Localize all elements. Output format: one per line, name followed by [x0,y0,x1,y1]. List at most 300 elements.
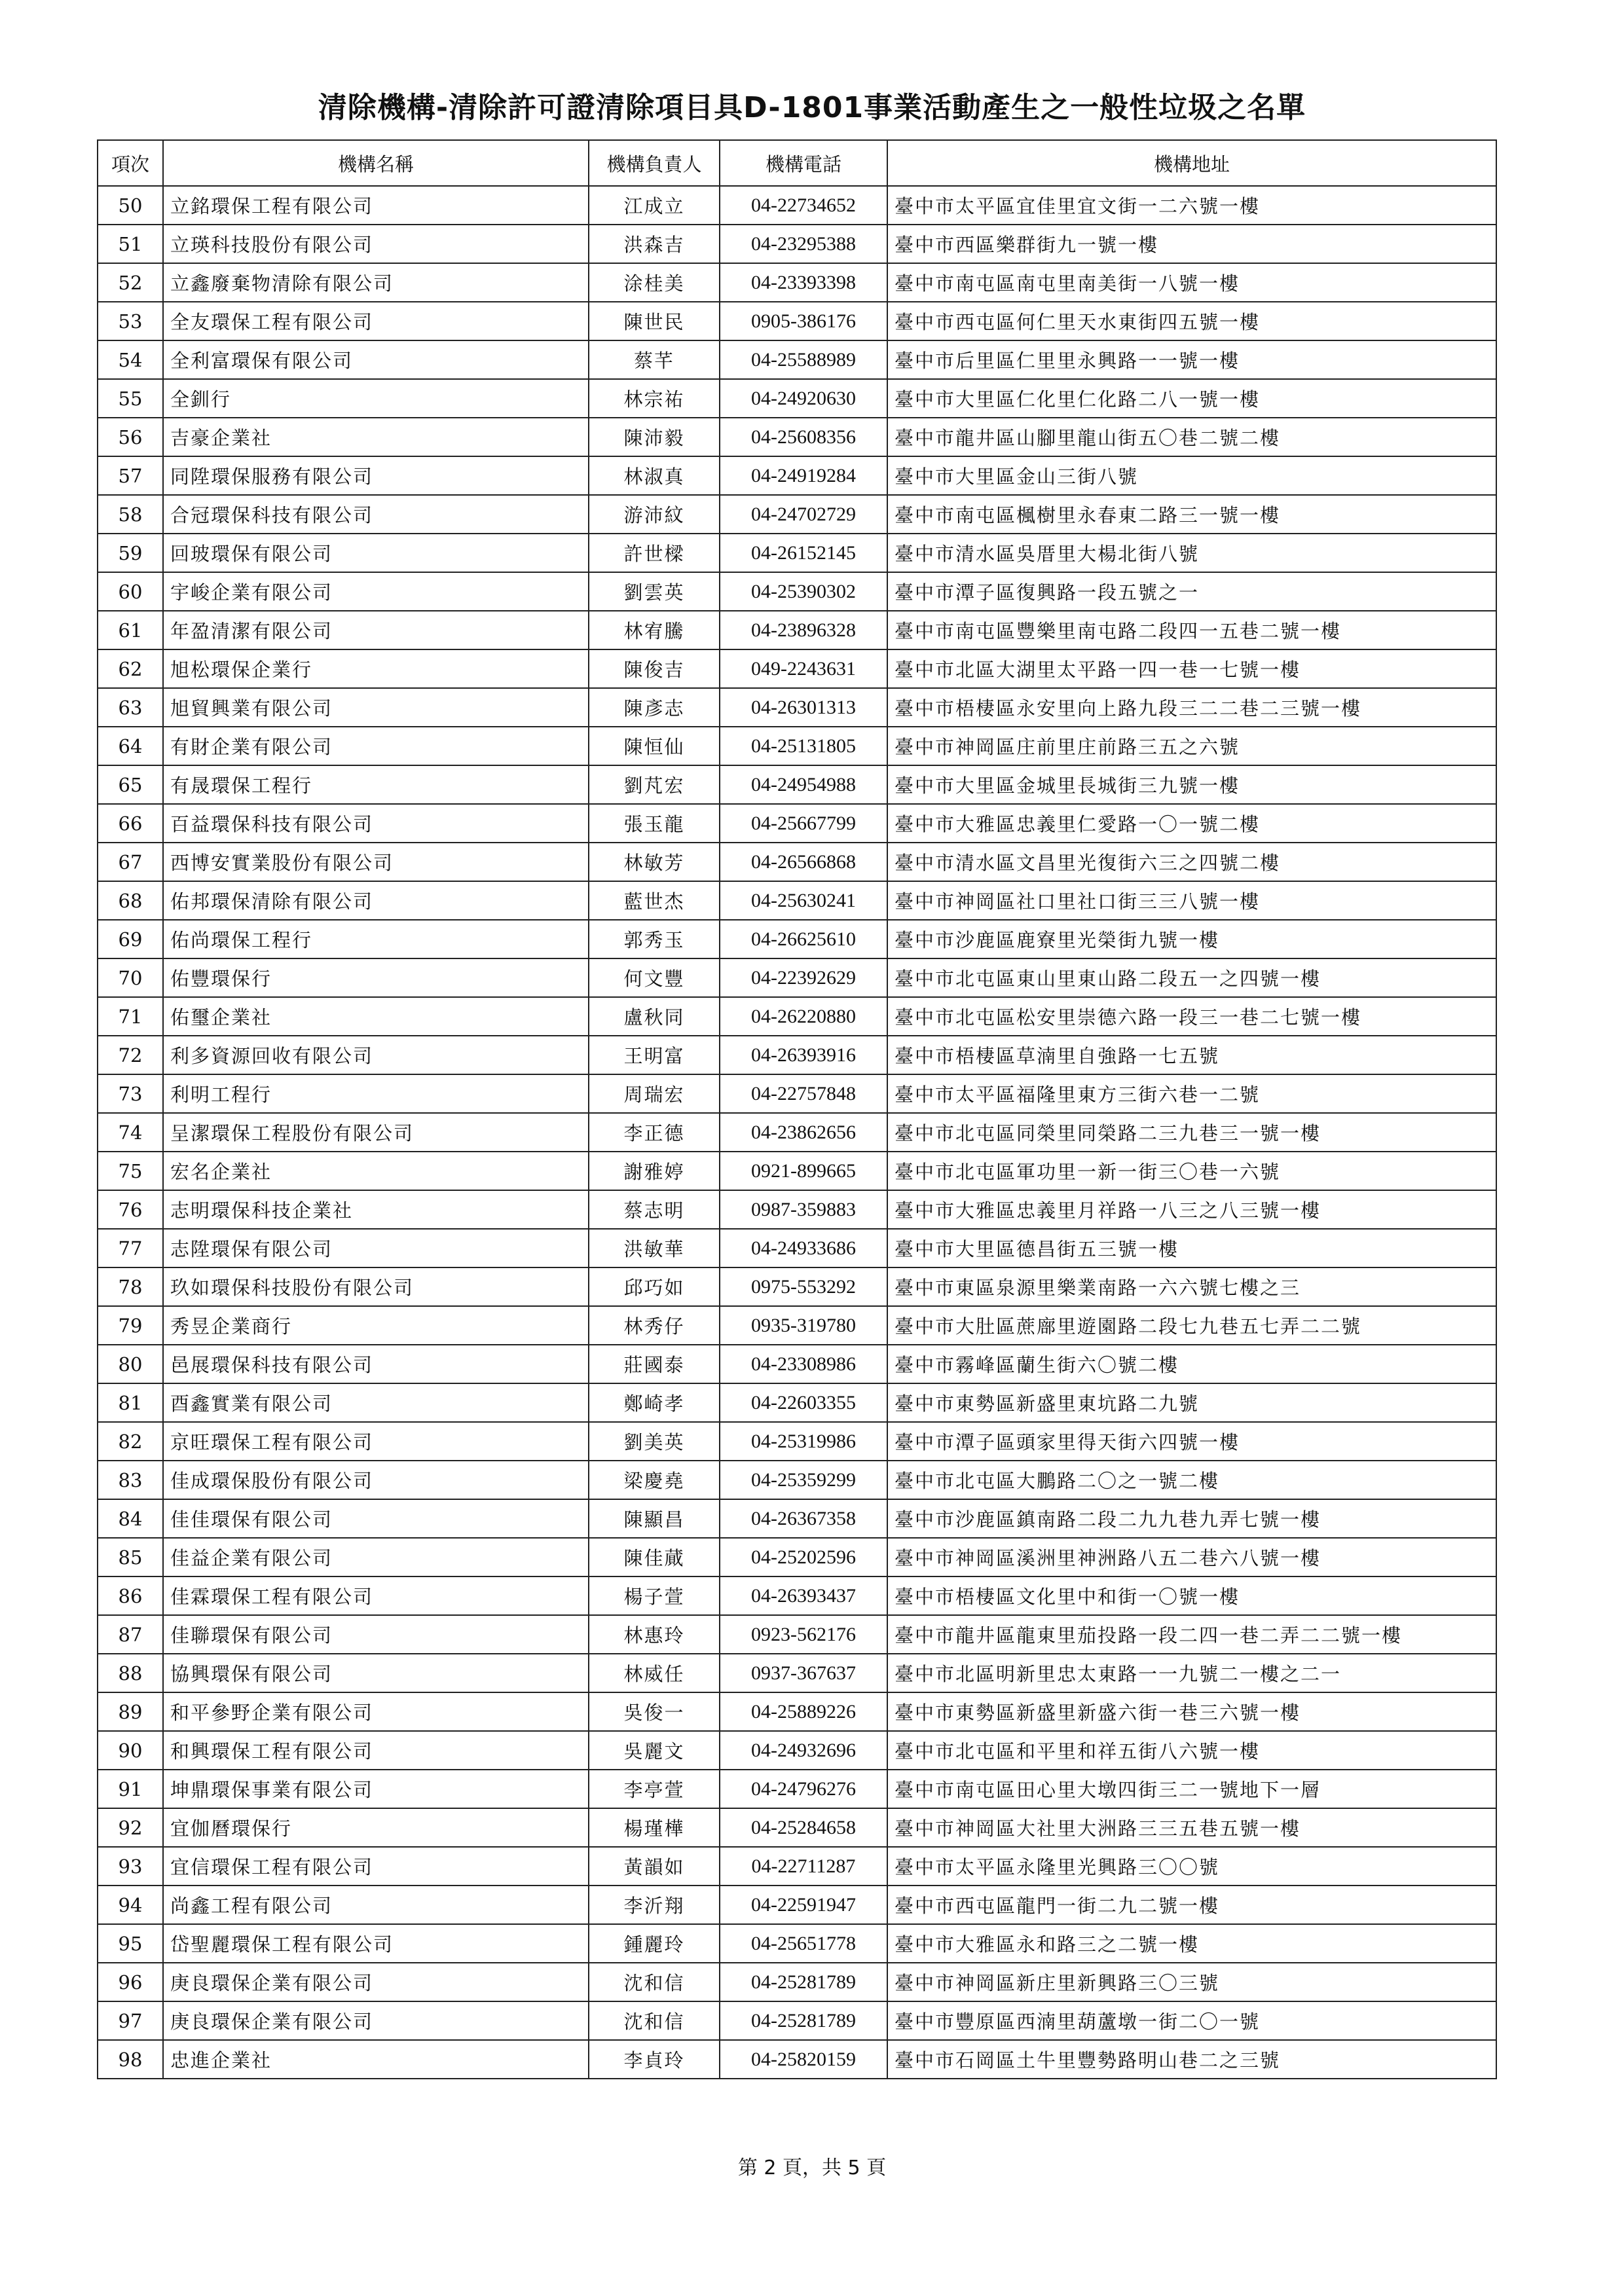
row-index: 86 [98,1576,163,1615]
row-index: 82 [98,1422,163,1461]
institution-name: 佳成環保股份有限公司 [163,1461,589,1499]
table-row [98,1345,1496,1383]
responsible-person: 陳顯昌 [589,1499,720,1538]
institution-name: 西博安實業股份有限公司 [163,843,589,881]
table-row [98,1692,1496,1731]
row-index: 90 [98,1731,163,1770]
row-index: 62 [98,649,163,688]
institution-address: 臺中市太平區福隆里東方三街六巷一二號 [887,1074,1496,1113]
institution-name: 志明環保科技企業社 [163,1190,589,1229]
table-row [98,611,1496,649]
responsible-person: 陳俊吉 [589,649,720,688]
phone-number: 04-25281789 [720,2001,887,2040]
responsible-person: 吳麗文 [589,1731,720,1770]
row-index: 77 [98,1229,163,1267]
institution-address: 臺中市沙鹿區鹿寮里光榮街九號一樓 [887,920,1496,958]
institution-address: 臺中市大雅區永和路三之二號一樓 [887,1924,1496,1963]
institution-address: 臺中市沙鹿區鎮南路二段二九九巷九弄七號一樓 [887,1499,1496,1538]
institution-name: 利明工程行 [163,1074,589,1113]
phone-number: 04-23862656 [720,1113,887,1152]
row-index: 59 [98,534,163,572]
responsible-person: 游沛紋 [589,495,720,534]
institution-address: 臺中市潭子區復興路一段五號之一 [887,572,1496,611]
table-row [98,1113,1496,1152]
institution-address: 臺中市太平區宜佳里宜文街一二六號一樓 [887,186,1496,225]
table-row [98,263,1496,302]
institution-name: 有晟環保工程行 [163,765,589,804]
table-row [98,1499,1496,1538]
responsible-person: 林惠玲 [589,1615,720,1654]
responsible-person: 吳俊一 [589,1692,720,1731]
table-row [98,843,1496,881]
table-body [98,186,1496,2079]
phone-number: 04-25284658 [720,1808,887,1847]
phone-number: 04-26220880 [720,997,887,1036]
institution-name: 和平參野企業有限公司 [163,1692,589,1731]
column-header-name: 機構名稱 [163,140,589,186]
institution-address: 臺中市南屯區南屯里南美街一八號一樓 [887,263,1496,302]
table-row [98,1847,1496,1886]
institution-address: 臺中市北區明新里忠太東路一一九號二一樓之二一 [887,1654,1496,1692]
row-index: 56 [98,418,163,456]
phone-number: 04-22734652 [720,186,887,225]
phone-number: 0905-386176 [720,302,887,340]
institution-address: 臺中市大雅區忠義里月祥路一八三之八三號一樓 [887,1190,1496,1229]
phone-number: 0975-553292 [720,1267,887,1306]
institution-address: 臺中市西屯區何仁里天水東街四五號一樓 [887,302,1496,340]
row-index: 87 [98,1615,163,1654]
row-index: 57 [98,456,163,495]
institution-address: 臺中市大里區德昌街五三號一樓 [887,1229,1496,1267]
responsible-person: 藍世杰 [589,881,720,920]
institution-name: 利多資源回收有限公司 [163,1036,589,1074]
institution-address: 臺中市大里區仁化里仁化路二八一號一樓 [887,379,1496,418]
phone-number: 04-26625610 [720,920,887,958]
row-index: 73 [98,1074,163,1113]
institution-name: 佑邦環保清除有限公司 [163,881,589,920]
phone-number: 04-25359299 [720,1461,887,1499]
phone-number: 04-24932696 [720,1731,887,1770]
responsible-person: 鍾麗玲 [589,1924,720,1963]
institution-address: 臺中市龍井區龍東里茄投路一段二四一巷二弄二二號一樓 [887,1615,1496,1654]
row-index: 72 [98,1036,163,1074]
institution-name: 坤鼎環保事業有限公司 [163,1770,589,1808]
institution-address: 臺中市北屯區大鵬路二〇之一號二樓 [887,1461,1496,1499]
responsible-person: 黃韻如 [589,1847,720,1886]
row-index: 65 [98,765,163,804]
institution-address: 臺中市太平區永隆里光興路三〇〇號 [887,1847,1496,1886]
table-row [98,1770,1496,1808]
column-header-phone: 機構電話 [720,140,887,186]
institution-address: 臺中市霧峰區蘭生街六〇號二樓 [887,1345,1496,1383]
institution-address: 臺中市梧棲區永安里向上路九段三二二巷二三號一樓 [887,688,1496,727]
row-index: 79 [98,1306,163,1345]
institution-name: 同陞環保服務有限公司 [163,456,589,495]
row-index: 50 [98,186,163,225]
table-row [98,688,1496,727]
institution-address: 臺中市大肚區蔗廍里遊園路二段七九巷五七弄二二號 [887,1306,1496,1345]
institution-name: 佳霖環保工程有限公司 [163,1576,589,1615]
responsible-person: 劉雲英 [589,572,720,611]
responsible-person: 洪敏華 [589,1229,720,1267]
table-row [98,1963,1496,2001]
table-row [98,456,1496,495]
responsible-person: 陳世民 [589,302,720,340]
institution-address: 臺中市東區泉源里樂業南路一六六號七樓之三 [887,1267,1496,1306]
responsible-person: 李貞玲 [589,2040,720,2079]
institution-table [97,139,1497,2079]
page-title: 清除機構-清除許可證清除項目具D-1801事業活動產生之一般性垃圾之名單 [318,91,1306,124]
table-row [98,1383,1496,1422]
responsible-person: 林淑真 [589,456,720,495]
phone-number: 04-26301313 [720,688,887,727]
institution-name: 忠進企業社 [163,2040,589,2079]
phone-number: 04-22757848 [720,1074,887,1113]
phone-number: 04-23896328 [720,611,887,649]
phone-number: 0987-359883 [720,1190,887,1229]
row-index: 84 [98,1499,163,1538]
table-row [98,340,1496,379]
institution-name: 有財企業有限公司 [163,727,589,765]
institution-address: 臺中市梧棲區文化里中和街一〇號一樓 [887,1576,1496,1615]
responsible-person: 盧秋同 [589,997,720,1036]
responsible-person: 邱巧如 [589,1267,720,1306]
row-index: 66 [98,804,163,843]
institution-name: 宜伽曆環保行 [163,1808,589,1847]
row-index: 92 [98,1808,163,1847]
table-row [98,920,1496,958]
institution-name: 京旺環保工程有限公司 [163,1422,589,1461]
institution-address: 臺中市北屯區軍功里一新一街三〇巷一六號 [887,1152,1496,1190]
column-header-address: 機構地址 [887,140,1496,186]
institution-address: 臺中市潭子區頭家里得天街六四號一樓 [887,1422,1496,1461]
institution-name: 全友環保工程有限公司 [163,302,589,340]
responsible-person: 郭秀玉 [589,920,720,958]
table-row [98,1654,1496,1692]
responsible-person: 鄭崎孝 [589,1383,720,1422]
table-row [98,572,1496,611]
row-index: 67 [98,843,163,881]
row-index: 94 [98,1886,163,1924]
phone-number: 04-25281789 [720,1963,887,2001]
row-index: 52 [98,263,163,302]
institution-name: 酉鑫實業有限公司 [163,1383,589,1422]
table-row [98,1306,1496,1345]
table-row [98,1074,1496,1113]
responsible-person: 江成立 [589,186,720,225]
phone-number: 04-22591947 [720,1886,887,1924]
phone-number: 04-25131805 [720,727,887,765]
institution-address: 臺中市東勢區新盛里新盛六街一巷三六號一樓 [887,1692,1496,1731]
institution-name: 和興環保工程有限公司 [163,1731,589,1770]
phone-number: 04-23393398 [720,263,887,302]
phone-number: 0937-367637 [720,1654,887,1692]
responsible-person: 蔡志明 [589,1190,720,1229]
institution-address: 臺中市后里區仁里里永興路一一號一樓 [887,340,1496,379]
institution-address: 臺中市神岡區大社里大洲路三三五巷五號一樓 [887,1808,1496,1847]
institution-address: 臺中市神岡區社口里社口街三三八號一樓 [887,881,1496,920]
phone-number: 04-25667799 [720,804,887,843]
phone-number: 04-25820159 [720,2040,887,2079]
responsible-person: 洪森吉 [589,225,720,263]
phone-number: 04-25651778 [720,1924,887,1963]
institution-name: 宇峻企業有限公司 [163,572,589,611]
institution-name: 年盈清潔有限公司 [163,611,589,649]
responsible-person: 劉芃宏 [589,765,720,804]
phone-number: 04-25588989 [720,340,887,379]
table-row [98,1886,1496,1924]
table-row [98,1461,1496,1499]
row-index: 61 [98,611,163,649]
institution-name: 玖如環保科技股份有限公司 [163,1267,589,1306]
institution-address: 臺中市大里區金城里長城街三九號一樓 [887,765,1496,804]
responsible-person: 陳沛毅 [589,418,720,456]
institution-name: 立鑫廢棄物清除有限公司 [163,263,589,302]
institution-address: 臺中市北屯區松安里崇德六路一段三一巷二七號一樓 [887,997,1496,1036]
responsible-person: 謝雅婷 [589,1152,720,1190]
institution-address: 臺中市北屯區同榮里同榮路二三九巷三一號一樓 [887,1113,1496,1152]
institution-address: 臺中市北區大湖里太平路一四一巷一七號一樓 [887,649,1496,688]
institution-address: 臺中市清水區吳厝里大楊北街八號 [887,534,1496,572]
row-index: 69 [98,920,163,958]
institution-name: 立瑛科技股份有限公司 [163,225,589,263]
row-index: 96 [98,1963,163,2001]
row-index: 89 [98,1692,163,1731]
responsible-person: 許世樑 [589,534,720,572]
row-index: 98 [98,2040,163,2079]
institution-name: 佑璽企業社 [163,997,589,1036]
table-row [98,804,1496,843]
table-row [98,2040,1496,2079]
institution-address: 臺中市西區樂群街九一號一樓 [887,225,1496,263]
row-index: 70 [98,958,163,997]
row-index: 93 [98,1847,163,1886]
table-row [98,881,1496,920]
responsible-person: 林秀仔 [589,1306,720,1345]
table-row [98,1808,1496,1847]
responsible-person: 周瑞宏 [589,1074,720,1113]
phone-number: 049-2243631 [720,649,887,688]
table-row [98,418,1496,456]
responsible-person: 蔡芊 [589,340,720,379]
table-row [98,534,1496,572]
institution-address: 臺中市西屯區龍門一街二九二號一樓 [887,1886,1496,1924]
phone-number: 04-24702729 [720,495,887,534]
phone-number: 04-22711287 [720,1847,887,1886]
row-index: 83 [98,1461,163,1499]
institution-name: 吉豪企業社 [163,418,589,456]
responsible-person: 李沂翔 [589,1886,720,1924]
table-row [98,1267,1496,1306]
responsible-person: 李亭萱 [589,1770,720,1808]
table-row [98,1036,1496,1074]
phone-number: 04-26152145 [720,534,887,572]
row-index: 58 [98,495,163,534]
table-row [98,379,1496,418]
row-index: 51 [98,225,163,263]
row-index: 64 [98,727,163,765]
phone-number: 04-23308986 [720,1345,887,1383]
table-row [98,1731,1496,1770]
institution-name: 宜信環保工程有限公司 [163,1847,589,1886]
phone-number: 04-26367358 [720,1499,887,1538]
institution-name: 協興環保有限公司 [163,1654,589,1692]
phone-number: 04-26566868 [720,843,887,881]
responsible-person: 林威任 [589,1654,720,1692]
institution-address: 臺中市大雅區忠義里仁愛路一〇一號二樓 [887,804,1496,843]
table-row [98,1615,1496,1654]
table-row [98,302,1496,340]
phone-number: 04-24933686 [720,1229,887,1267]
responsible-person: 林宥騰 [589,611,720,649]
phone-number: 04-23295388 [720,225,887,263]
institution-name: 全利富環保有限公司 [163,340,589,379]
page-footer: 第 2 頁，共 5 頁 [737,2157,887,2179]
phone-number: 04-25630241 [720,881,887,920]
row-index: 60 [98,572,163,611]
institution-name: 邑展環保科技有限公司 [163,1345,589,1383]
row-index: 97 [98,2001,163,2040]
row-index: 55 [98,379,163,418]
responsible-person: 李正德 [589,1113,720,1152]
phone-number: 0921-899665 [720,1152,887,1190]
institution-address: 臺中市豐原區西湳里葫蘆墩一街二〇一號 [887,2001,1496,2040]
responsible-person: 沈和信 [589,1963,720,2001]
row-index: 95 [98,1924,163,1963]
institution-name: 佳聯環保有限公司 [163,1615,589,1654]
institution-name: 全釧行 [163,379,589,418]
responsible-person: 陳佳蕆 [589,1538,720,1576]
row-index: 71 [98,997,163,1036]
institution-address: 臺中市南屯區豐樂里南屯路二段四一五巷二號一樓 [887,611,1496,649]
institution-address: 臺中市南屯區田心里大墩四街三二一號地下一層 [887,1770,1496,1808]
column-header-person: 機構負責人 [589,140,720,186]
responsible-person: 涂桂美 [589,263,720,302]
row-index: 91 [98,1770,163,1808]
phone-number: 04-22603355 [720,1383,887,1422]
institution-name: 旭松環保企業行 [163,649,589,688]
institution-name: 旭貿興業有限公司 [163,688,589,727]
institution-name: 庚良環保企業有限公司 [163,2001,589,2040]
institution-name: 岱聖麗環保工程有限公司 [163,1924,589,1963]
responsible-person: 何文豐 [589,958,720,997]
responsible-person: 陳恒仙 [589,727,720,765]
phone-number: 04-26393437 [720,1576,887,1615]
institution-address: 臺中市龍井區山腳里龍山街五〇巷二號二樓 [887,418,1496,456]
responsible-person: 莊國泰 [589,1345,720,1383]
row-index: 63 [98,688,163,727]
institution-name: 佑豐環保行 [163,958,589,997]
institution-address: 臺中市神岡區庄前里庄前路三五之六號 [887,727,1496,765]
row-index: 88 [98,1654,163,1692]
phone-number: 0935-319780 [720,1306,887,1345]
institution-address: 臺中市清水區文昌里光復街六三之四號二樓 [887,843,1496,881]
row-index: 78 [98,1267,163,1306]
table-row [98,2001,1496,2040]
row-index: 54 [98,340,163,379]
phone-number: 04-25202596 [720,1538,887,1576]
row-index: 75 [98,1152,163,1190]
institution-address: 臺中市北屯區和平里和祥五街八六號一樓 [887,1731,1496,1770]
table-row [98,1422,1496,1461]
institution-name: 合冠環保科技有限公司 [163,495,589,534]
phone-number: 04-24919284 [720,456,887,495]
institution-name: 佑尚環保工程行 [163,920,589,958]
row-index: 68 [98,881,163,920]
institution-name: 宏名企業社 [163,1152,589,1190]
responsible-person: 林敏芳 [589,843,720,881]
row-index: 53 [98,302,163,340]
responsible-person: 張玉龍 [589,804,720,843]
table-row [98,495,1496,534]
table-row [98,1152,1496,1190]
institution-name: 秀昱企業商行 [163,1306,589,1345]
institution-name: 佳益企業有限公司 [163,1538,589,1576]
institution-name: 百益環保科技有限公司 [163,804,589,843]
phone-number: 04-25390302 [720,572,887,611]
table-row [98,1576,1496,1615]
responsible-person: 楊子萱 [589,1576,720,1615]
institution-address: 臺中市南屯區楓樹里永春東二路三一號一樓 [887,495,1496,534]
institution-address: 臺中市大里區金山三街八號 [887,456,1496,495]
table-row [98,186,1496,225]
row-index: 80 [98,1345,163,1383]
phone-number: 0923-562176 [720,1615,887,1654]
institution-address: 臺中市神岡區新庄里新興路三〇三號 [887,1963,1496,2001]
institution-name: 庚良環保企業有限公司 [163,1963,589,2001]
institution-address: 臺中市神岡區溪洲里神洲路八五二巷六八號一樓 [887,1538,1496,1576]
table-row [98,1538,1496,1576]
column-header-index: 項次 [98,140,163,186]
institution-name: 佳佳環保有限公司 [163,1499,589,1538]
row-index: 76 [98,1190,163,1229]
institution-address: 臺中市東勢區新盛里東坑路二九號 [887,1383,1496,1422]
institution-name: 志陞環保有限公司 [163,1229,589,1267]
table-row [98,1924,1496,1963]
institution-name: 呈潔環保工程股份有限公司 [163,1113,589,1152]
institution-address: 臺中市梧棲區草湳里自強路一七五號 [887,1036,1496,1074]
table-row [98,765,1496,804]
responsible-person: 梁慶堯 [589,1461,720,1499]
responsible-person: 楊瑾樺 [589,1808,720,1847]
phone-number: 04-24796276 [720,1770,887,1808]
table-row [98,727,1496,765]
institution-name: 立銘環保工程有限公司 [163,186,589,225]
table-row [98,225,1496,263]
row-index: 81 [98,1383,163,1422]
phone-number: 04-25889226 [720,1692,887,1731]
phone-number: 04-24954988 [720,765,887,804]
responsible-person: 王明富 [589,1036,720,1074]
row-index: 74 [98,1113,163,1152]
responsible-person: 沈和信 [589,2001,720,2040]
responsible-person: 林宗祐 [589,379,720,418]
phone-number: 04-24920630 [720,379,887,418]
table-header-row [98,140,1496,186]
table-row [98,1190,1496,1229]
phone-number: 04-26393916 [720,1036,887,1074]
phone-number: 04-22392629 [720,958,887,997]
responsible-person: 劉美英 [589,1422,720,1461]
table-row [98,1229,1496,1267]
table-row [98,997,1496,1036]
institution-name: 回玻環保有限公司 [163,534,589,572]
institution-name: 尚鑫工程有限公司 [163,1886,589,1924]
phone-number: 04-25319986 [720,1422,887,1461]
row-index: 85 [98,1538,163,1576]
institution-address: 臺中市石岡區土牛里豐勢路明山巷二之三號 [887,2040,1496,2079]
institution-address: 臺中市北屯區東山里東山路二段五一之四號一樓 [887,958,1496,997]
